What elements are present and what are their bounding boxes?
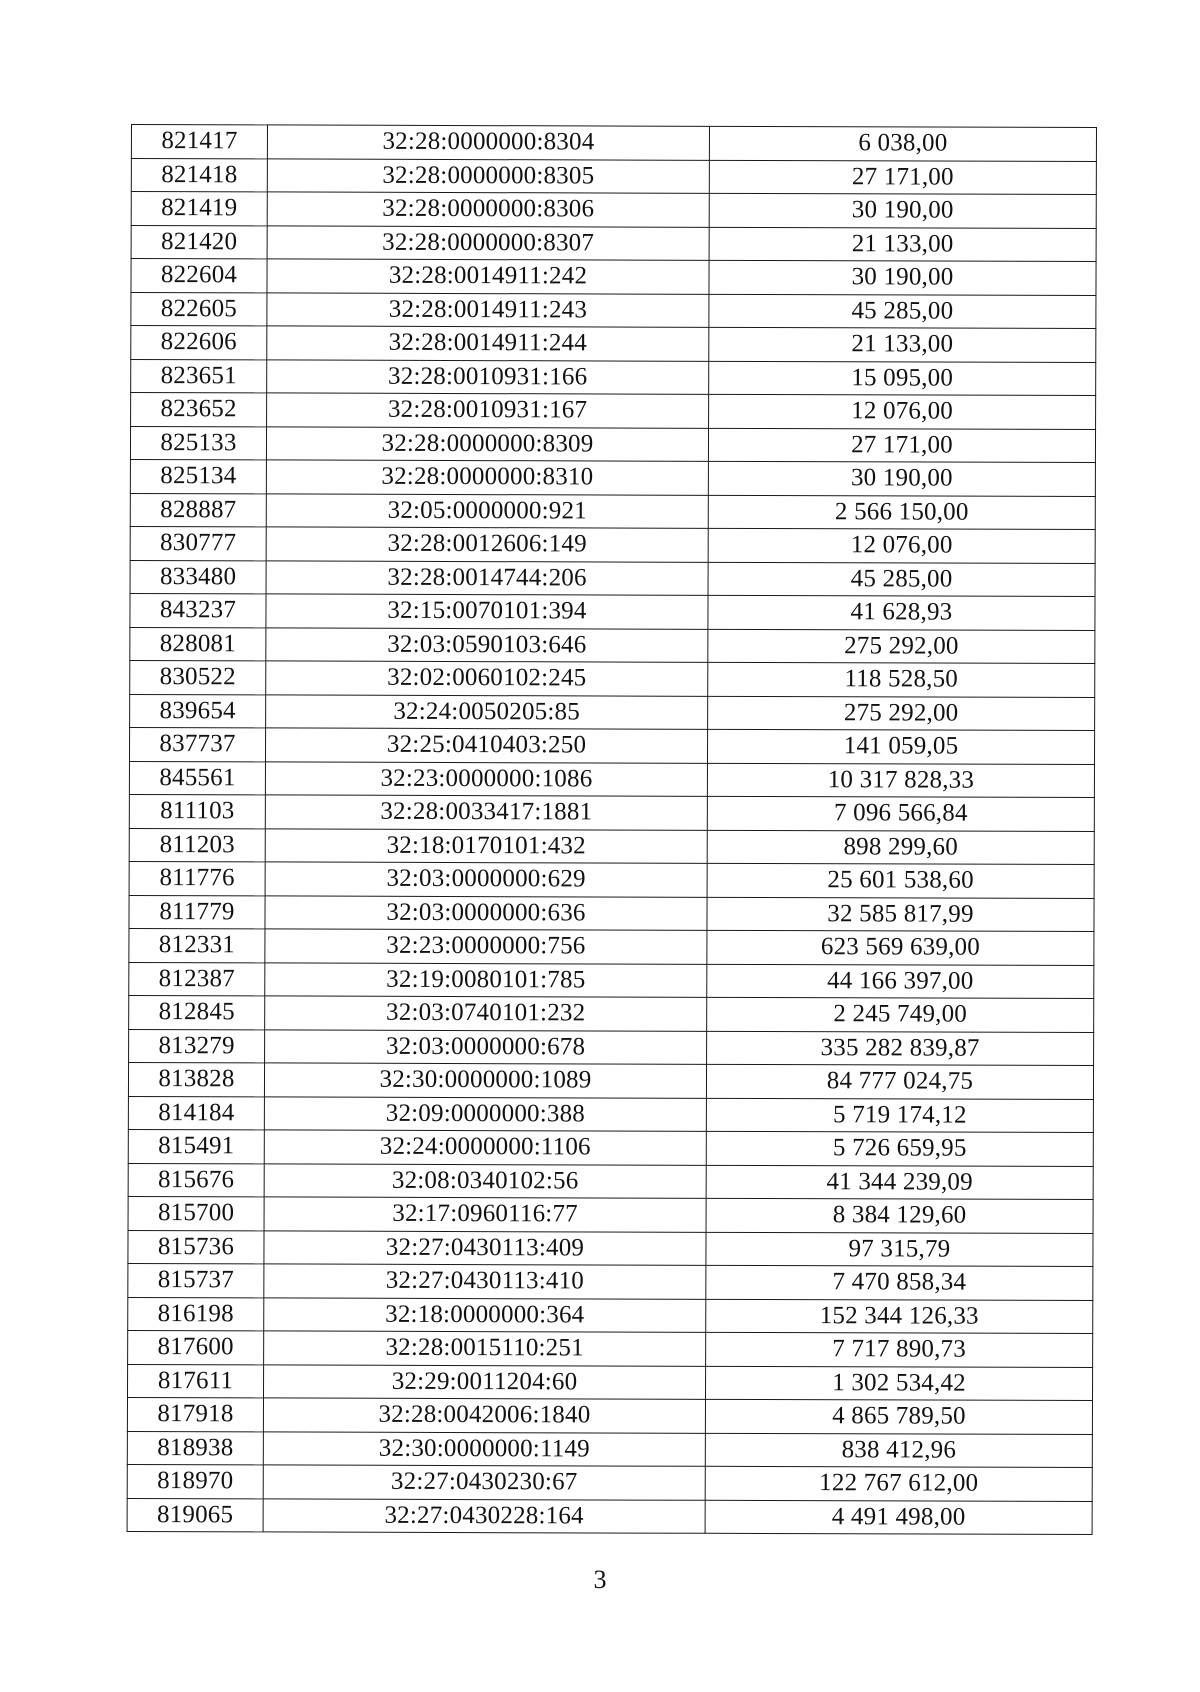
cadastral-number-cell: 32:27:0430228:164 (263, 1498, 705, 1533)
table-row (130, 560, 1095, 597)
cadastral-number-cell: 32:18:0000000:364 (264, 1297, 706, 1332)
table-row (129, 1029, 1094, 1066)
record-id-cell: 822606 (131, 326, 267, 360)
amount-cell: 27 171,00 (708, 428, 1095, 463)
record-id-cell: 821420 (131, 225, 267, 259)
amount-cell: 84 777 024,75 (706, 1064, 1093, 1099)
record-id-cell: 839654 (130, 694, 266, 728)
cadastral-number-cell: 32:24:0050205:85 (266, 694, 708, 729)
table-row (130, 459, 1095, 496)
table-row (130, 526, 1095, 563)
table-row (127, 1431, 1092, 1468)
cadastral-number-cell: 32:25:0410403:250 (265, 728, 707, 763)
amount-cell: 12 076,00 (709, 394, 1096, 429)
cadastral-number-cell: 32:28:0014911:242 (267, 259, 709, 294)
record-id-cell: 822604 (131, 259, 267, 293)
cadastral-number-cell: 32:28:0010931:166 (267, 359, 709, 394)
cadastral-number-cell: 32:28:0042006:1840 (263, 1398, 705, 1433)
record-id-cell: 815736 (128, 1230, 264, 1264)
amount-cell: 623 569 639,00 (707, 930, 1094, 965)
cadastral-number-cell: 32:28:0000000:8306 (267, 192, 709, 227)
amount-cell: 97 315,79 (706, 1232, 1093, 1267)
amount-cell: 152 344 126,33 (706, 1299, 1093, 1334)
amount-cell: 44 166 397,00 (707, 964, 1094, 999)
record-id-cell: 815700 (128, 1196, 264, 1230)
record-id-cell: 828887 (130, 493, 266, 527)
table-row (129, 928, 1094, 965)
record-id-cell: 821418 (131, 158, 267, 192)
amount-cell: 21 133,00 (709, 327, 1096, 362)
table-row (131, 225, 1096, 262)
amount-cell: 30 190,00 (708, 461, 1095, 496)
table-row (131, 326, 1096, 363)
table-row (128, 1330, 1093, 1367)
table-row (128, 1263, 1093, 1300)
cadastral-number-cell: 32:28:0000000:8310 (266, 460, 708, 495)
cadastral-number-cell: 32:27:0430230:67 (263, 1465, 705, 1500)
record-id-cell: 818970 (127, 1464, 263, 1498)
cadastral-number-cell: 32:29:0011204:60 (263, 1364, 705, 1399)
table-row (128, 1230, 1093, 1267)
record-id-cell: 813828 (128, 1062, 264, 1096)
cadastral-number-cell: 32:28:0015110:251 (264, 1331, 706, 1366)
table-row (127, 1498, 1092, 1535)
amount-cell: 5 726 659,95 (706, 1131, 1093, 1166)
cadastral-number-cell: 32:24:0000000:1106 (264, 1130, 706, 1165)
record-id-cell: 821417 (131, 125, 267, 159)
record-id-cell: 817918 (127, 1397, 263, 1431)
record-id-cell: 816198 (128, 1297, 264, 1331)
record-id-cell: 830522 (130, 660, 266, 694)
amount-cell: 141 059,05 (707, 729, 1094, 764)
record-id-cell: 817600 (128, 1330, 264, 1364)
amount-cell: 5 719 174,12 (706, 1098, 1093, 1133)
table-row (131, 292, 1096, 329)
table-row (131, 125, 1096, 162)
amount-cell: 32 585 817,99 (707, 897, 1094, 932)
amount-cell: 4 865 789,50 (705, 1399, 1092, 1434)
amount-cell: 27 171,00 (709, 160, 1096, 195)
cadastral-number-cell: 32:19:0080101:785 (265, 962, 707, 997)
amount-cell: 838 412,96 (705, 1433, 1092, 1468)
record-id-cell: 815737 (128, 1263, 264, 1297)
amount-cell: 41 628,93 (708, 595, 1095, 630)
record-id-cell: 823651 (131, 359, 267, 393)
amount-cell: 118 528,50 (708, 662, 1095, 697)
record-id-cell: 811203 (129, 828, 265, 862)
amount-cell: 25 601 538,60 (707, 863, 1094, 898)
table-row (128, 1163, 1093, 1200)
table-row (129, 861, 1094, 898)
amount-cell: 275 292,00 (708, 696, 1095, 731)
cadastral-number-cell: 32:15:0070101:394 (266, 594, 708, 629)
table-row (129, 895, 1094, 932)
record-id-cell: 815491 (128, 1129, 264, 1163)
cadastral-number-cell: 32:30:0000000:1089 (264, 1063, 706, 1098)
amount-cell: 7 470 858,34 (706, 1265, 1093, 1300)
record-id-cell: 825134 (130, 459, 266, 493)
table-row (130, 694, 1095, 731)
cadastral-number-cell: 32:09:0000000:388 (264, 1096, 706, 1131)
cadastral-number-cell: 32:03:0000000:636 (265, 895, 707, 930)
amount-cell: 21 133,00 (709, 227, 1096, 262)
table-row (130, 493, 1095, 530)
cadastral-number-cell: 32:03:0740101:232 (265, 996, 707, 1031)
cadastral-number-cell: 32:08:0340102:56 (264, 1163, 706, 1198)
record-id-cell: 818938 (127, 1431, 263, 1465)
table-row (128, 1062, 1093, 1099)
table-row (130, 660, 1095, 697)
cadastral-number-cell: 32:28:0033417:1881 (265, 795, 707, 830)
cadastral-number-cell: 32:23:0000000:1086 (265, 761, 707, 796)
table-row (130, 593, 1095, 630)
amount-cell: 6 038,00 (709, 126, 1096, 161)
table-row (129, 995, 1094, 1032)
cadastral-number-cell: 32:28:0014911:244 (267, 326, 709, 361)
record-id-cell: 812845 (129, 995, 265, 1029)
amount-cell: 30 190,00 (709, 260, 1096, 295)
amount-cell: 4 491 498,00 (705, 1500, 1092, 1535)
table-row (128, 1096, 1093, 1133)
record-id-cell: 822605 (131, 292, 267, 326)
table-row (128, 1129, 1093, 1166)
amount-cell: 30 190,00 (709, 193, 1096, 228)
cadastral-number-cell: 32:28:0000000:8304 (267, 125, 709, 160)
record-id-cell: 812331 (129, 928, 265, 962)
cadastral-number-cell: 32:28:0010931:167 (267, 393, 709, 428)
amount-cell: 41 344 239,09 (706, 1165, 1093, 1200)
record-id-cell: 811779 (129, 895, 265, 929)
cadastral-number-cell: 32:28:0012606:149 (266, 527, 708, 562)
cadastral-number-cell: 32:30:0000000:1149 (263, 1431, 705, 1466)
record-id-cell: 821419 (131, 192, 267, 226)
amount-cell: 2 245 749,00 (707, 997, 1094, 1032)
record-id-cell: 828081 (130, 627, 266, 661)
record-id-cell: 825133 (130, 426, 266, 460)
table-row (127, 1464, 1092, 1501)
amount-cell: 275 292,00 (708, 629, 1095, 664)
amount-cell: 8 384 129,60 (706, 1198, 1093, 1233)
table-row (129, 761, 1094, 798)
cadastral-number-cell: 32:18:0170101:432 (265, 828, 707, 863)
record-id-cell: 830777 (130, 526, 266, 560)
cadastral-number-cell: 32:27:0430113:409 (264, 1230, 706, 1265)
table-row (128, 1297, 1093, 1334)
amount-cell: 10 317 828,33 (707, 763, 1094, 798)
cadastral-number-cell: 32:05:0000000:921 (266, 493, 708, 528)
cadastral-number-cell: 32:27:0430113:410 (264, 1264, 706, 1299)
cadastral-number-cell: 32:17:0960116:77 (264, 1197, 706, 1232)
amount-cell: 12 076,00 (708, 528, 1095, 563)
record-id-cell: 815676 (128, 1163, 264, 1197)
record-id-cell: 837737 (129, 727, 265, 761)
table-row (127, 1364, 1092, 1401)
cadastral-number-cell: 32:28:0000000:8307 (267, 225, 709, 260)
table-row (127, 1397, 1092, 1434)
table-row (131, 259, 1096, 296)
amount-cell: 898 299,60 (707, 830, 1094, 865)
cadastral-number-cell: 32:23:0000000:756 (265, 929, 707, 964)
data-table (127, 124, 1097, 1535)
record-id-cell: 823652 (131, 393, 267, 427)
table-row (129, 828, 1094, 865)
table-row (131, 192, 1096, 229)
record-id-cell: 811103 (129, 794, 265, 828)
table-row (129, 794, 1094, 831)
cadastral-number-cell: 32:28:0000000:8309 (266, 426, 708, 461)
table-row (129, 727, 1094, 764)
amount-cell: 7 096 566,84 (707, 796, 1094, 831)
record-id-cell: 812387 (129, 962, 265, 996)
table-row (130, 426, 1095, 463)
record-id-cell: 811776 (129, 861, 265, 895)
record-id-cell: 843237 (130, 593, 266, 627)
cadastral-number-cell: 32:03:0000000:678 (265, 1029, 707, 1064)
cadastral-number-cell: 32:03:0590103:646 (266, 627, 708, 662)
amount-cell: 7 717 890,73 (706, 1332, 1093, 1367)
table-row (131, 393, 1096, 430)
amount-cell: 1 302 534,42 (705, 1366, 1092, 1401)
cadastral-number-cell: 32:28:0014744:206 (266, 560, 708, 595)
amount-cell: 45 285,00 (709, 294, 1096, 329)
cadastral-number-cell: 32:03:0000000:629 (265, 862, 707, 897)
record-id-cell: 817611 (127, 1364, 263, 1398)
table-row (129, 962, 1094, 999)
table-row (128, 1196, 1093, 1233)
record-id-cell: 833480 (130, 560, 266, 594)
amount-cell: 45 285,00 (708, 562, 1095, 597)
record-id-cell: 845561 (129, 761, 265, 795)
amount-cell: 15 095,00 (709, 361, 1096, 396)
table-body (127, 125, 1096, 1535)
table-row (131, 359, 1096, 396)
record-id-cell: 813279 (129, 1029, 265, 1063)
cadastral-number-cell: 32:28:0000000:8305 (267, 158, 709, 193)
amount-cell: 122 767 612,00 (705, 1466, 1092, 1501)
record-id-cell: 814184 (128, 1096, 264, 1130)
page-number: 3 (593, 1565, 607, 1594)
table-row (130, 627, 1095, 664)
cadastral-number-cell: 32:28:0014911:243 (267, 292, 709, 327)
amount-cell: 2 566 150,00 (708, 495, 1095, 530)
record-id-cell: 819065 (127, 1498, 263, 1532)
amount-cell: 335 282 839,87 (707, 1031, 1094, 1066)
table-row (131, 158, 1096, 195)
cadastral-number-cell: 32:02:0060102:245 (266, 661, 708, 696)
